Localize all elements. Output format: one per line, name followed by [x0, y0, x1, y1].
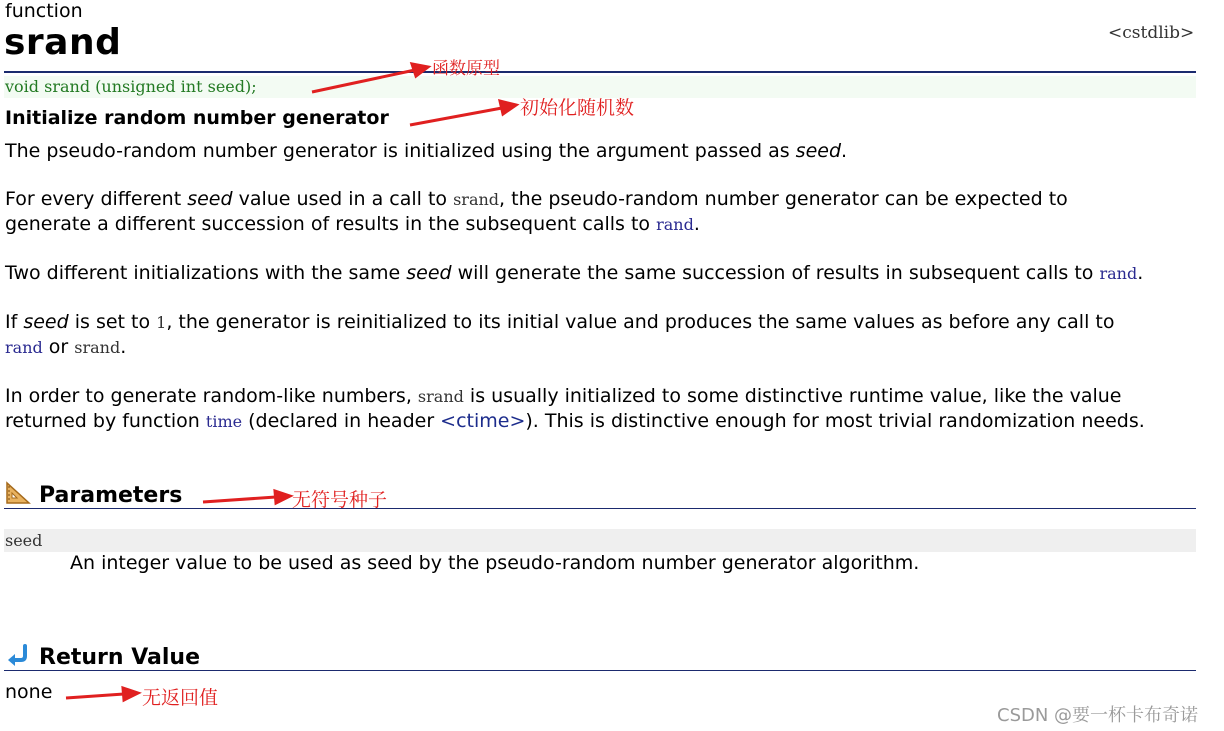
parameters-divider	[4, 508, 1196, 509]
title-divider	[4, 71, 1196, 73]
return-value-heading: Return Value	[5, 643, 200, 670]
srand-code: srand	[417, 387, 464, 406]
ruler-triangle-icon	[5, 481, 31, 505]
rand-link[interactable]: rand	[1099, 264, 1138, 283]
watermark: CSDN @要一杯卡布奇诺	[997, 705, 1199, 726]
paragraph-3: Two different initializations with the same seed will generate the same succession of results in subsequent calls to rand.	[5, 262, 1144, 284]
time-link[interactable]: time	[205, 412, 243, 431]
rand-link[interactable]: rand	[656, 215, 694, 234]
entity-kind: function	[5, 0, 83, 22]
init-annotation: 初始化随机数	[520, 97, 635, 119]
paragraph-5: In order to generate random-like numbers, srand is usually initialized to some distinctive runtime value, like the value returned by function time (declared in header <ctime>). This is distinctive enough for most trivial randomization needs.	[5, 385, 1145, 432]
rand-link[interactable]: rand	[5, 338, 43, 357]
prototype-annotation: 函数原型	[432, 59, 500, 79]
page-title: srand	[4, 22, 122, 63]
return-value-text: none	[5, 681, 53, 703]
ctime-link[interactable]: <ctime>	[440, 410, 526, 432]
parameter-name: seed	[5, 531, 43, 550]
header-file-link[interactable]: <cstdlib>	[1108, 23, 1195, 43]
srand-code: srand	[453, 190, 500, 209]
prototype-arrowhead	[412, 64, 428, 76]
paragraph-2: For every different seed value used in a call to srand, the pseudo-random number generator can be expected to generate a different succession of results in the subsequent calls to rand.	[5, 188, 1068, 235]
parameter-description: An integer value to be used as seed by the pseudo-random number generator algorithm.	[70, 552, 920, 574]
return-arrow	[66, 694, 124, 698]
return-annotation: 无返回值	[142, 687, 219, 709]
return-arrow-icon	[5, 643, 31, 667]
return-value-divider	[4, 670, 1196, 671]
parameters-heading: Parameters	[5, 481, 182, 508]
value-code: 1	[156, 313, 167, 332]
param-arrow	[203, 497, 276, 502]
parameter-row	[4, 529, 1196, 552]
param-annotation: 无符号种子	[292, 489, 388, 511]
param-arrowhead	[275, 491, 290, 503]
paragraph-1: The pseudo-random number generator is initialized using the argument passed as seed.	[5, 140, 848, 162]
short-description: Initialize random number generator	[5, 107, 389, 129]
paragraph-4: If seed is set to 1, the generator is reinitialized to its initial value and produces the same values as before any call to rand or srand.	[5, 311, 1115, 358]
return-arrowhead	[123, 688, 138, 700]
function-prototype: void srand (unsigned int seed);	[5, 77, 257, 96]
init-arrowhead	[500, 101, 516, 114]
srand-code: srand	[74, 338, 121, 357]
init-arrow	[410, 108, 502, 125]
